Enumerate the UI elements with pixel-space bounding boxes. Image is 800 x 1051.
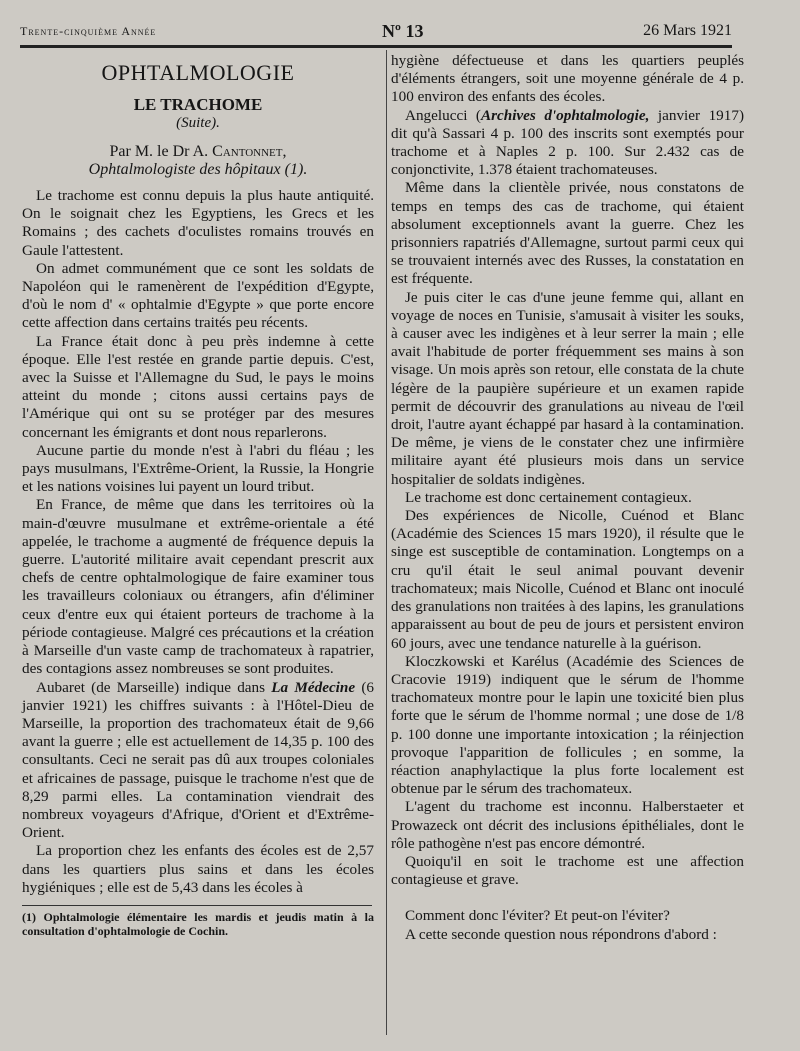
text-run: (6 janvier 1921) les chiffres suivants : à l'Hôtel-Dieu de Marseille, la proportion des trachomateux était de 9,66 avant la guerre ; elle est actuellement de 14,35 p. 100 des consultants. Ceci ne serait pas dû aux troupes coloniales et africaines de passage, puisque le trachome n'est que de 8,29 parmi elles. La contamination viendrait des nombreux voyageurs d'Afrique, d'Orient et d'Extrême-Orient.	[22, 678, 374, 842]
footnote: (1) Ophtalmologie élémentaire les mardis et jeudis matin à la consultation d'ophtalmologie de Cochin.	[22, 909, 374, 938]
paragraph: Aucune partie du monde n'est à l'abri du fléau ; les pays musulmans, l'Extrême-Orient, la Russie, la Hongrie et les nations voisines lui payent un lourd tribut.	[22, 441, 374, 496]
paragraph: Le trachome est donc certainement contagieux.	[405, 488, 692, 506]
paragraph: La France était donc à peu près indemne à cette époque. Elle l'est restée en grande partie depuis. C'est, avec la Suisse et l'Allemagne du Sud, le pays le moins atteint du monde ; citons aussi certains pays de l'Amérique qui ont su se protéger par des mesures concernant les émigrants et dont nous reparlerons.	[22, 332, 374, 441]
paragraph: Je puis citer le cas d'une jeune femme qui, allant en voyage de noces en Tunisie, s'amusait à visiter les souks, à causer avec les indigènes et à leur serrer la main ; elle avait l'habitude de porter fréquemment ses mains à son visage. Un mois après son retour, elle constata de la chute légère de la paupière supérieure et un examen rapide permit de découvrir des granulations au niveau de l'œil droit, l'autre ayant échappé par hasard à la contamination. De même, je viens de le constater chez une infirmière militaire ayant été plusieurs mois dans un service hospitalier de soldats indigènes.	[391, 288, 744, 488]
text-run: janvier 1917) dit qu'à Sassari 4 p. 100 des inscrits sont exemptés pour trachome et à Naples 2 p. 100. Sur 2.432 cas de conjonctivite, 1.378 étaient trachomateuses.	[391, 106, 744, 179]
paragraph-aubaret	[22, 679, 374, 843]
paragraph: La proportion chez les enfants des écoles est de 2,57 dans les quartiers plus sains et dans les écoles hygiéniques ; elle est de 5,43 dans les écoles à	[22, 842, 374, 896]
paragraph: On admet communément que ce sont les soldats de Napoléon qui le ramenèrent de l'expédition d'Egypte, d'où le nom d' « ophtalmie d'Egypte » que porte encore cette affection dans certains traités peu récents.	[22, 259, 374, 332]
paragraph-angelucci	[391, 107, 744, 180]
issue-year: Trente-cinquième Année	[20, 23, 157, 38]
text-run: Angelucci (	[405, 106, 481, 124]
page-header	[20, 18, 732, 44]
column-divider	[386, 50, 387, 1035]
paragraph: Des expériences de Nicolle, Cuénod et Blanc (Académie des Sciences 15 mars 1920), il résulte que le singe est susceptible de contamination. Longtemps on a cru qu'il était le seul animal pouvant devenir trachomateux; mais Nicolle, Cuénod et Blanc ont inoculé des granulations non traitées à des lapins, les granulations apparaissent au bout de peu de jours et persistent environ 60 jours, avec une tendance naturelle à la guérison.	[391, 507, 744, 652]
question: Comment donc l'éviter? Et peut-on l'éviter?	[405, 907, 670, 925]
paragraph: L'agent du trachome est inconnu. Halberstaeter et Prowazeck ont décrit des inclusions épithéliales, dont le rôle pathogène n'est pas encore démontré.	[391, 798, 744, 852]
issue-number: Nº 13	[382, 20, 424, 41]
paragraph: Même dans la clientèle privée, nous constatons de temps en temps des cas de trachome, qui étaient absolument exceptionnels avant la guerre. Chez les prisonniers rapatriés d'Allemagne, surtout parmi ceux qui se trouvaient internés avec des Russes, la constatation en est fréquente.	[391, 179, 744, 288]
paragraph: hygiène défectueuse et dans les quartiers peuplés d'éléments étrangers, soit une moyenne générale de 4 p. 100 environ des enfants des écoles.	[391, 52, 744, 106]
journal-title: Archives d'ophtalmologie,	[480, 106, 650, 124]
section-title: OPHTALMOLOGIE	[101, 60, 295, 85]
article-subtitle: (Suite).	[176, 115, 220, 132]
paragraph: Le trachome est connu depuis la plus haute antiquité. On le soignait chez les Egyptiens, les Grecs et les Romains ; des cachets d'oculistes romains trouvés en Gaule l'attestent.	[22, 187, 374, 259]
spacer	[391, 889, 744, 907]
author-affiliation: Ophtalmologiste des hôpitaux (1).	[88, 160, 308, 178]
text-run: Aubaret (de Marseille) indique dans	[36, 678, 272, 696]
footnote-rule	[22, 905, 372, 906]
paragraph: Quoiqu'il en soit le trachome est une affection contagieuse et grave.	[391, 852, 744, 889]
byline	[22, 143, 374, 161]
paragraph: Kloczkowski et Karélus (Académie des Sciences de Cracovie 1919) indiquent que le sérum de l'homme trachomateux montre pour le lapin une toxicité bien plus forte que le sérum de l'homme normal ; une dose de 1/8 p. 100 donne une importante intoxication ; la réinjection provoque l'apparition de follicules ; en somme, la réaction anaphylactique la plus forte localement est obtenue par le sérum des trachomateux.	[391, 652, 744, 798]
article-title: LE TRACHOME	[133, 95, 263, 115]
paragraph: En France, de même que dans les territoires où la main-d'œuvre musulmane et extrême-orientale a été appelée, le trachome a augmenté de fréquence depuis la guerre. L'autorité militaire avait cependant prescrit aux chefs de centre ophtalmologique de faire examiner tous les travailleurs coloniaux ou étrangers, afin d'éliminer ceux d'entre eux qui étaient porteurs de trachome à la période contagieuse. Malgré ces précautions et la création à Marseille d'un vaste camp de trachomateux à rapatrier, des contagions assez nombreuses se sont produites.	[22, 496, 374, 678]
paragraph: A cette seconde question nous répondrons d'abord :	[405, 925, 717, 943]
right-column	[391, 52, 744, 944]
left-column	[22, 52, 374, 938]
byline-prefix: Par M. le Dr A.	[109, 142, 213, 160]
journal-title: La Médecine	[271, 678, 356, 696]
issue-date: 26 Mars 1921	[643, 22, 732, 39]
author-name: Cantonnet,	[212, 142, 287, 160]
header-rule	[20, 45, 732, 48]
